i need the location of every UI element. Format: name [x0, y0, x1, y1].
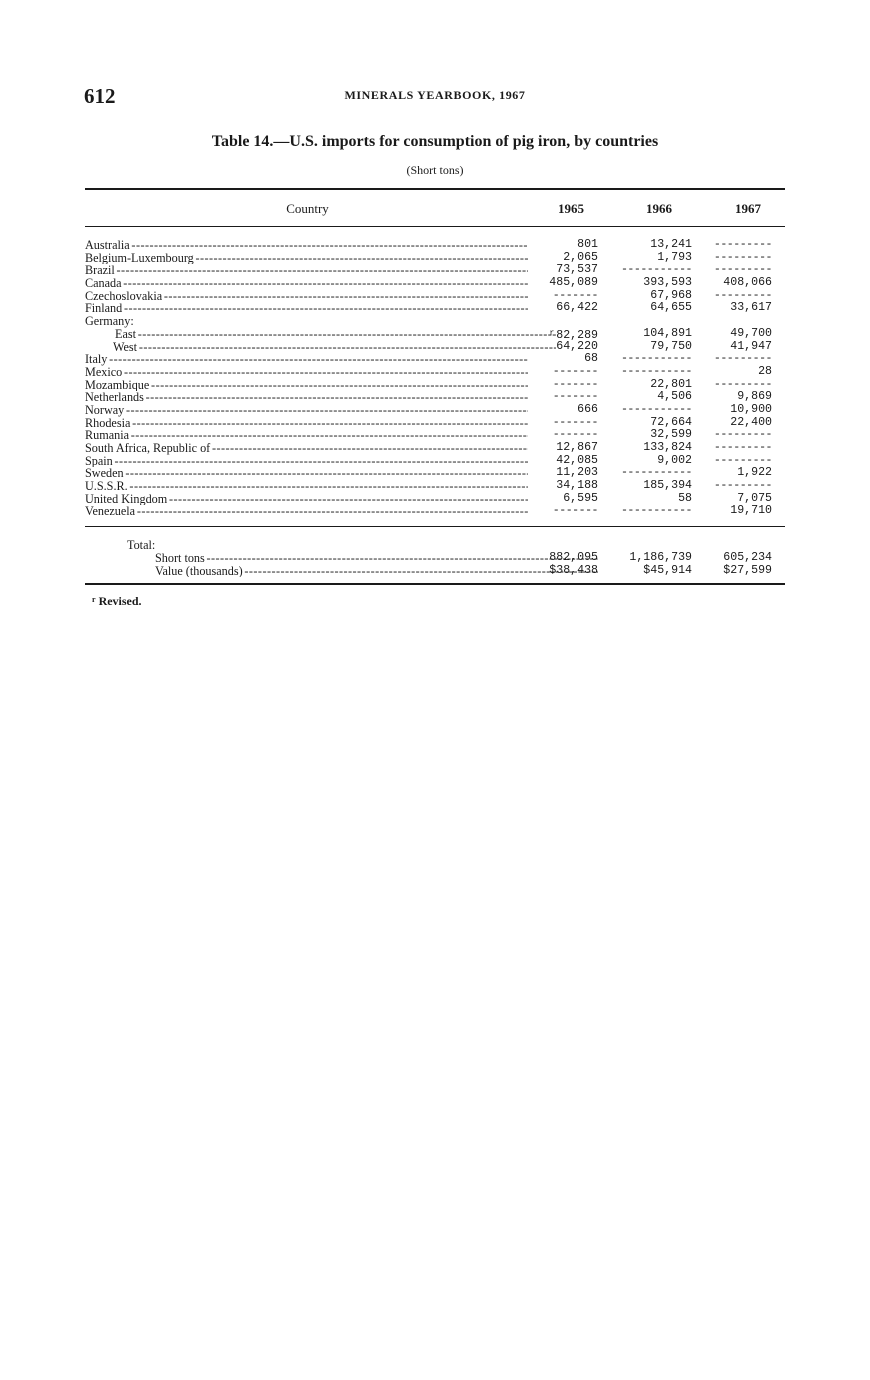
- value-1967: ---------: [713, 288, 772, 302]
- footnote-mark: r: [92, 595, 96, 604]
- country-label: Norway - - -: [85, 404, 528, 417]
- value-1966: 185,394: [643, 479, 692, 493]
- revised-mark: r: [549, 328, 555, 338]
- value-1966: 22,801: [650, 377, 692, 391]
- value-1966: 9,002: [657, 453, 692, 467]
- value-1965: -------: [552, 364, 598, 378]
- value-1967: ---------: [713, 453, 772, 467]
- value-1965: -------: [552, 504, 598, 518]
- value-1966: -----------: [620, 504, 692, 518]
- value-1967: ---------: [713, 352, 772, 366]
- value-1967: ---------: [713, 250, 772, 264]
- country-label: Venezuela - - -: [85, 505, 528, 518]
- table-row: [85, 277, 785, 290]
- value-1967: ---------: [713, 441, 772, 454]
- value-1965: 666: [577, 402, 598, 416]
- value-1966: 72,664: [650, 415, 692, 429]
- totals-heading-row: [85, 539, 785, 552]
- totals-row-short-tons: [85, 552, 785, 565]
- country-label: U.S.S.R. - - -: [85, 480, 528, 493]
- value-1966: 13,241: [650, 238, 692, 251]
- country-label: Sweden - - -: [85, 467, 528, 480]
- running-head: MINERALS YEARBOOK, 1967: [344, 88, 526, 102]
- table-title: Table 14.—U.S. imports for consumption of pig iron, by countries: [211, 133, 659, 150]
- value-1967: ---------: [713, 428, 772, 442]
- table-row: [85, 442, 785, 455]
- table-top-rule: [85, 188, 785, 190]
- column-header-1966: 1966: [646, 201, 672, 216]
- value-1965: 42,085: [556, 453, 598, 467]
- table-row: [85, 315, 785, 328]
- column-header-country: Country: [286, 201, 329, 216]
- value-1965: 73,537: [556, 263, 598, 277]
- value-1965: 68: [584, 352, 598, 366]
- value-1965: -------: [552, 390, 598, 404]
- page-number: 612: [84, 84, 116, 108]
- value-1965: 66,422: [556, 301, 598, 315]
- country-label: Canada - - -: [85, 277, 528, 290]
- value-total-1966: $45,914: [643, 563, 692, 577]
- country-label: East - - -: [85, 328, 558, 341]
- country-label: Netherlands - - -: [85, 391, 528, 404]
- column-header-1965: 1965: [558, 201, 584, 216]
- value-1965: -------: [552, 377, 598, 391]
- country-group-label: Germany:: [85, 315, 134, 328]
- value-1966: 4,506: [657, 390, 692, 404]
- value-1967: 408,066: [723, 276, 772, 290]
- totals-short-tons-label: Short tons - - -: [85, 552, 598, 565]
- value-1965: 64,220: [556, 339, 598, 353]
- value-1966: 79,750: [650, 339, 692, 353]
- table-row: [85, 480, 785, 493]
- totals-top-rule: [85, 526, 785, 527]
- country-label: United Kingdom - - -: [85, 493, 528, 506]
- value-1967: 7,075: [737, 491, 772, 505]
- country-label: West - - -: [85, 341, 556, 354]
- total-1966: 1,186,739: [629, 550, 692, 564]
- value-1967: 41,947: [730, 339, 772, 353]
- footnote: [92, 594, 142, 609]
- column-header-1967: 1967: [735, 201, 761, 216]
- country-label: Rhodesia - - -: [85, 417, 528, 430]
- country-label: Italy - - -: [85, 353, 528, 366]
- footnote-text: Revised.: [98, 594, 142, 608]
- value-1967: 49,700: [730, 326, 772, 340]
- country-label: South Africa, Republic of - - -: [85, 442, 528, 455]
- value-total-1965: $38,438: [549, 563, 598, 577]
- value-1966: 58: [678, 491, 692, 505]
- value-1965: 485,089: [549, 276, 598, 290]
- value-1966: 64,655: [650, 301, 692, 315]
- value-1966: 133,824: [643, 441, 692, 454]
- value-1965: 34,188: [556, 479, 598, 493]
- country-label: Mozambique - - -: [85, 379, 528, 392]
- country-label: Australia - - -: [85, 239, 528, 252]
- totals-label: Total:: [127, 539, 156, 552]
- value-1965: 12,867: [556, 441, 598, 454]
- table-row: [85, 404, 785, 417]
- table-row: [85, 505, 785, 518]
- value-1966: 67,968: [650, 288, 692, 302]
- country-label: Czechoslovakia - - -: [85, 290, 528, 303]
- value-1967: ---------: [713, 479, 772, 493]
- table-units: (Short tons): [406, 163, 464, 177]
- header-bottom-rule: [85, 226, 785, 227]
- value-1966: -----------: [620, 364, 692, 378]
- value-1966: 104,891: [643, 326, 692, 340]
- totals-row-value: [85, 565, 785, 578]
- value-1965: -------: [552, 428, 598, 442]
- value-1966: 393,593: [643, 276, 692, 290]
- value-1966: 32,599: [650, 428, 692, 442]
- total-1967: 605,234: [723, 550, 772, 564]
- country-label: Finland - - -: [85, 302, 528, 315]
- table-row: [85, 353, 785, 366]
- value-1965: 801: [577, 238, 598, 251]
- table-row: [85, 239, 785, 252]
- value-1965: 11,203: [556, 466, 598, 480]
- value-1966: 1,793: [657, 250, 692, 264]
- value-1966: -----------: [620, 352, 692, 366]
- country-label: Spain - - -: [85, 455, 528, 468]
- value-1966: -----------: [620, 263, 692, 277]
- value-1967: 28: [758, 364, 772, 378]
- table-bottom-rule: [85, 583, 785, 585]
- table-row: [85, 366, 785, 379]
- value-1965: 2,065: [563, 250, 598, 264]
- country-label: Mexico - - -: [85, 366, 528, 379]
- value-1967: 10,900: [730, 402, 772, 416]
- value-1966: -----------: [620, 466, 692, 480]
- value-1965: -------: [552, 415, 598, 429]
- totals-value-label: Value (thousands) - - -: [85, 565, 598, 578]
- value-1966: -----------: [620, 402, 692, 416]
- value-1967: ---------: [713, 263, 772, 277]
- country-label: Belgium-Luxembourg - - -: [85, 252, 528, 265]
- value-total-1967: $27,599: [723, 563, 772, 577]
- totals-spacer: [85, 518, 785, 539]
- total-1965: 882,095: [549, 550, 598, 564]
- value-1965: -------: [552, 288, 598, 302]
- country-label: Rumania - - -: [85, 429, 528, 442]
- value-1967: 1,922: [737, 466, 772, 480]
- country-label: Brazil - - -: [85, 264, 528, 277]
- table-row: [85, 302, 785, 315]
- value-1967: 22,400: [730, 415, 772, 429]
- value-1965-number: 82,289: [556, 328, 598, 342]
- value-1967: 9,869: [737, 390, 772, 404]
- value-1967: ---------: [713, 377, 772, 391]
- value-1965: 6,595: [563, 491, 598, 505]
- value-1967: ---------: [713, 238, 772, 251]
- value-1967: 19,710: [730, 504, 772, 518]
- table-row: [85, 328, 785, 341]
- value-1967: 33,617: [730, 301, 772, 315]
